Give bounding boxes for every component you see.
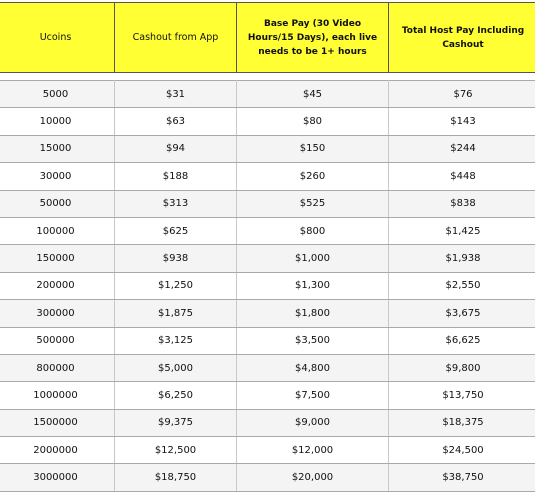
table-header [0, 3, 535, 73]
cashout-cell: $9,375 [115, 409, 237, 436]
table-body [0, 73, 535, 492]
base-pay-cell: $45 [237, 81, 389, 108]
total-pay-cell: $18,375 [389, 409, 535, 436]
table-row [0, 464, 535, 491]
cashout-cell: $18,750 [115, 464, 237, 491]
ucoins-cell: 1000000 [0, 382, 115, 409]
total-pay-cell: $76 [389, 81, 535, 108]
total-pay-cell: $244 [389, 135, 535, 162]
header-cashout-from-app: Cashout from App [115, 3, 237, 73]
base-pay-cell: $3,500 [237, 327, 389, 354]
base-pay-cell: $525 [237, 190, 389, 217]
header-base-pay: Base Pay (30 Video Hours/15 Days), each live needs to be 1+ hours [237, 3, 389, 73]
table-row [0, 108, 535, 135]
base-pay-cell: $1,300 [237, 272, 389, 299]
cashout-cell: $63 [115, 108, 237, 135]
ucoins-cell: 200000 [0, 272, 115, 299]
table-row [0, 437, 535, 464]
base-pay-cell: $9,000 [237, 409, 389, 436]
ucoins-cell: 5000 [0, 81, 115, 108]
base-pay-cell: $800 [237, 217, 389, 244]
cashout-cell: $1,875 [115, 300, 237, 327]
table-row [0, 382, 535, 409]
ucoins-cell: 2000000 [0, 437, 115, 464]
base-pay-cell: $20,000 [237, 464, 389, 491]
base-pay-cell: $12,000 [237, 437, 389, 464]
total-pay-cell: $24,500 [389, 437, 535, 464]
ucoins-cell: 1500000 [0, 409, 115, 436]
cashout-cell: $31 [115, 81, 237, 108]
table-row [0, 327, 535, 354]
cashout-cell: $3,125 [115, 327, 237, 354]
cashout-cell: $12,500 [115, 437, 237, 464]
table-row [0, 354, 535, 381]
base-pay-cell: $4,800 [237, 354, 389, 381]
total-pay-cell: $1,425 [389, 217, 535, 244]
total-pay-cell: $143 [389, 108, 535, 135]
ucoins-cell: 10000 [0, 108, 115, 135]
base-pay-cell: $150 [237, 135, 389, 162]
ucoins-cell: 50000 [0, 190, 115, 217]
cashout-cell: $625 [115, 217, 237, 244]
base-pay-cell: $260 [237, 163, 389, 190]
total-pay-cell: $1,938 [389, 245, 535, 272]
ucoins-cell: 500000 [0, 327, 115, 354]
base-pay-cell: $1,000 [237, 245, 389, 272]
ucoins-cell: 30000 [0, 163, 115, 190]
ucoins-cell: 3000000 [0, 464, 115, 491]
ucoins-cell: 150000 [0, 245, 115, 272]
base-pay-cell: $7,500 [237, 382, 389, 409]
cashout-cell: $6,250 [115, 382, 237, 409]
total-pay-cell: $448 [389, 163, 535, 190]
table-row [0, 81, 535, 108]
cashout-cell: $5,000 [115, 354, 237, 381]
ucoins-cell: 800000 [0, 354, 115, 381]
total-pay-cell: $6,625 [389, 327, 535, 354]
header-ucoins: Ucoins [0, 3, 115, 73]
cashout-cell: $938 [115, 245, 237, 272]
base-pay-cell: $1,800 [237, 300, 389, 327]
ucoins-cell: 15000 [0, 135, 115, 162]
host-pay-table [0, 2, 535, 492]
ucoins-cell: 100000 [0, 217, 115, 244]
cashout-cell: $1,250 [115, 272, 237, 299]
cashout-cell: $313 [115, 190, 237, 217]
cashout-cell: $94 [115, 135, 237, 162]
table-row [0, 190, 535, 217]
cashout-cell: $188 [115, 163, 237, 190]
table-row [0, 217, 535, 244]
table-row [0, 163, 535, 190]
total-pay-cell: $2,550 [389, 272, 535, 299]
total-pay-cell: $9,800 [389, 354, 535, 381]
table-row [0, 409, 535, 436]
total-pay-cell: $3,675 [389, 300, 535, 327]
table-row [0, 245, 535, 272]
total-pay-cell: $38,750 [389, 464, 535, 491]
table-row [0, 135, 535, 162]
header-total-host-pay: Total Host Pay Including Cashout [389, 3, 535, 73]
ucoins-cell: 300000 [0, 300, 115, 327]
total-pay-cell: $13,750 [389, 382, 535, 409]
table-row [0, 300, 535, 327]
total-pay-cell: $838 [389, 190, 535, 217]
base-pay-cell: $80 [237, 108, 389, 135]
table-row [0, 272, 535, 299]
